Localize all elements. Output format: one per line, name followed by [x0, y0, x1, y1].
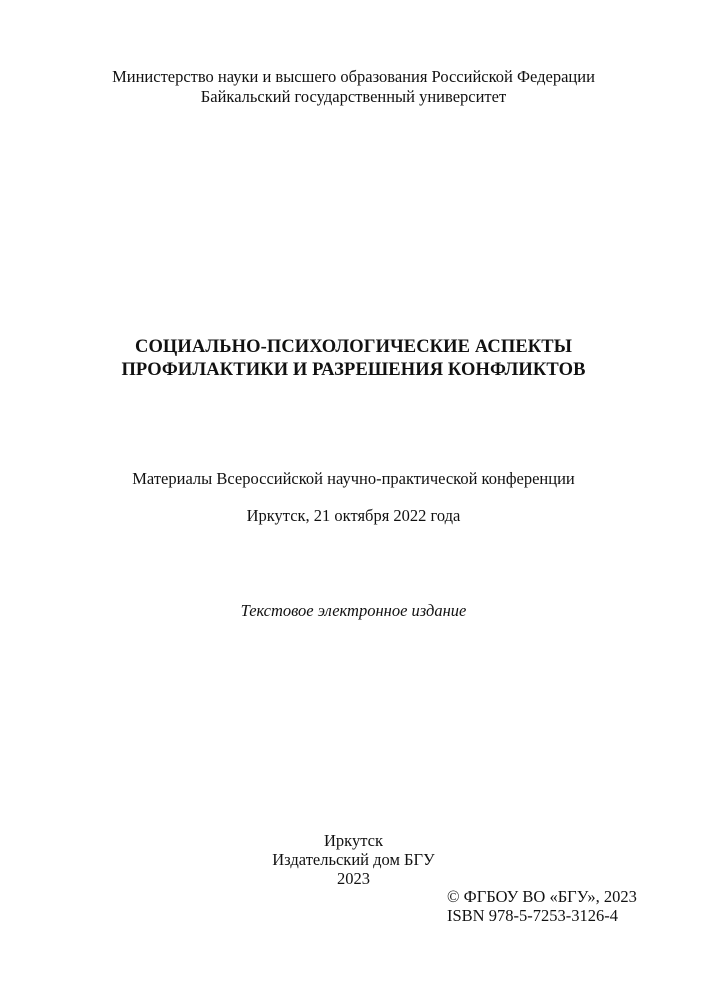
university-line: Байкальский государственный университет — [200, 87, 507, 106]
document-title-line-1: СОЦИАЛЬНО-ПСИХОЛОГИЧЕСКИЕ АСПЕКТЫ — [134, 337, 572, 357]
conference-materials: Материалы Всероссийской научно-практической конференции — [132, 469, 575, 488]
ministry-line: Министерство науки и высшего образования Российской Федерации — [112, 67, 595, 86]
imprint-city: Иркутск — [324, 831, 383, 850]
conference-place-date: Иркутск, 21 октября 2022 года — [246, 506, 461, 525]
imprint-year: 2023 — [337, 869, 370, 888]
edition-type: Текстовое электронное издание — [240, 601, 467, 620]
copyright-notice: © ФГБОУ ВО «БГУ», 2023 — [447, 887, 637, 906]
isbn-number: ISBN 978-5-7253-3126-4 — [447, 906, 618, 925]
imprint-publisher: Издательский дом БГУ — [272, 850, 435, 869]
document-title-line-2: ПРОФИЛАКТИКИ И РАЗРЕШЕНИЯ КОНФЛИКТОВ — [121, 360, 586, 380]
